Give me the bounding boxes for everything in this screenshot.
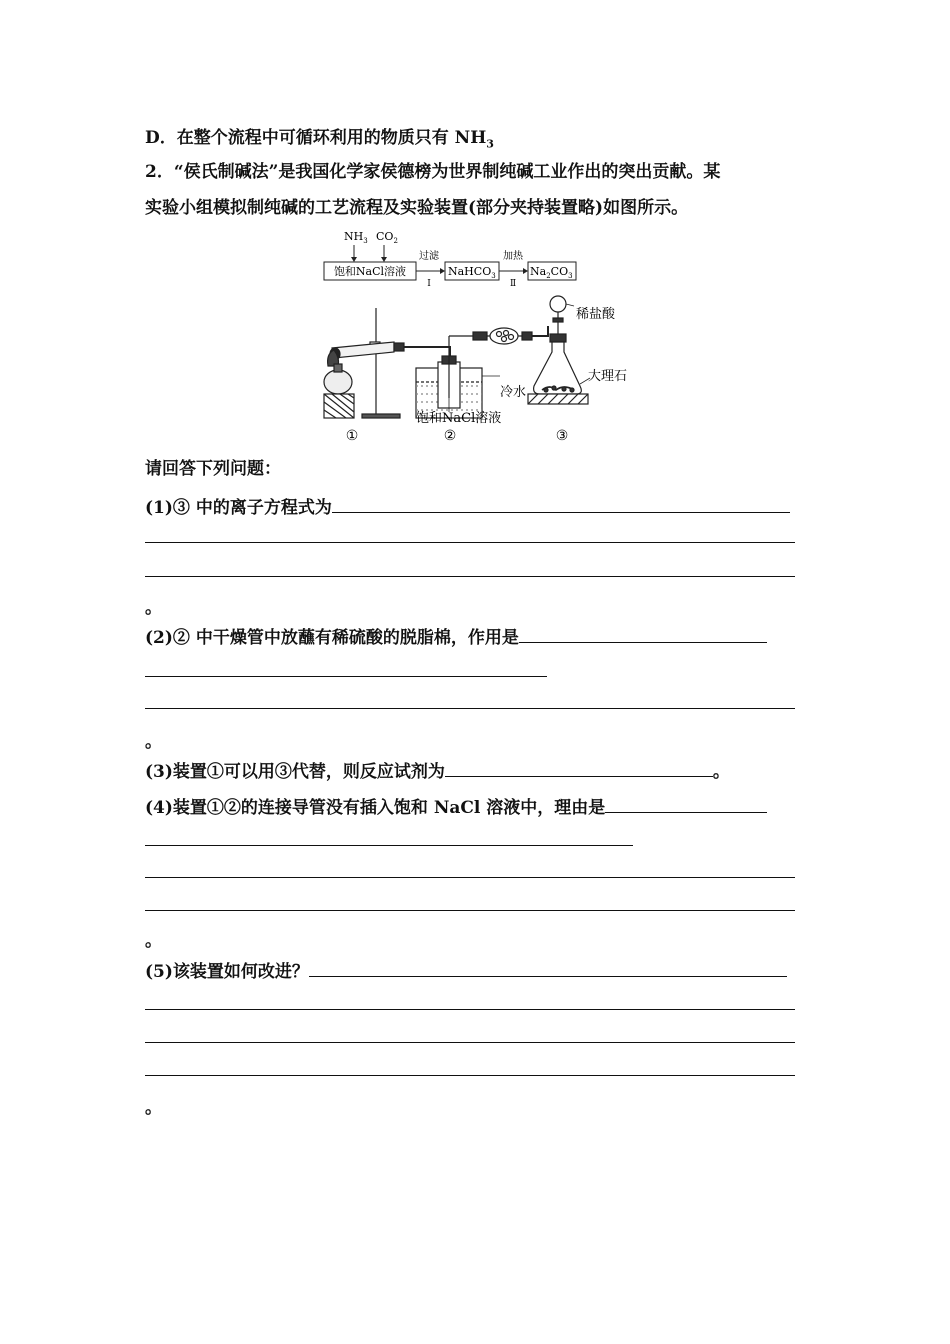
period-2: 。 [145,732,162,752]
answer-line-5a[interactable] [145,1009,795,1010]
flow-input-co2: $CO_2$ [376,230,398,245]
flow-step2-bottom: Ⅱ [509,279,517,289]
answer-line-4b[interactable] [145,877,795,878]
answer-blank-1[interactable] [332,494,790,513]
flow-box-na2co3-label: $Na_2CO_3$ [530,265,573,280]
period-1: 。 [145,598,162,618]
flow-input-nh3: $NH_3$ [344,230,368,245]
answer-blank-2[interactable] [519,624,767,643]
period-5: 。 [145,1098,162,1118]
answer-line-4c[interactable] [145,910,795,911]
answer-line-5c[interactable] [145,1075,795,1076]
flow-box-nahco3-label: NaHCO$_3$ [448,265,496,280]
question-2-line-1: 2．“侯氏制碱法”是我国化学家侯德榜为世界制纯碱工业作出的突出贡献。某 [145,162,721,182]
question-1-label: (1)③ 中的离子方程式为 [145,498,332,518]
flow-step1-bottom: Ⅰ [427,279,431,289]
flow-box-nacl-label: 饱和NaCl溶液 [333,265,407,278]
figure-svg [318,226,628,448]
flow-step2-top: 加热 [503,251,523,262]
answer-line-1a[interactable] [145,542,795,543]
question-2 [145,624,767,649]
question-1 [145,494,790,519]
label-dilute-hcl: 稀盐酸 [576,307,616,322]
label-apparatus-2: ② [443,428,457,444]
answer-blank-5[interactable] [309,958,787,977]
label-cold-water: 冷水 [500,385,527,400]
label-apparatus-1: ① [345,428,359,444]
answer-blank-3[interactable] [445,758,713,777]
period-4: 。 [145,931,162,951]
option-d-subscript: 3 [486,137,494,151]
question-4 [145,794,767,819]
option-d-text: D．在整个流程中可循环利用的物质只有 NH [145,128,487,148]
answer-blank-4[interactable] [605,794,767,813]
label-saturated-nacl: 饱和NaCl溶液 [416,411,502,426]
answer-line-2a[interactable] [145,676,547,677]
question-3-label: (3)装置①可以用③代替，则反应试剂为 [145,762,445,782]
question-4-label: (4)装置①②的连接导管没有插入饱和 NaCl 溶液中，理由是 [145,798,606,818]
prompt-text: 请回答下列问题： [145,459,281,479]
question-3-tail: 。 [712,762,730,782]
apparatus-figure [318,226,628,448]
question-5-label: (5)该装置如何改进？ [145,962,309,982]
option-d [145,127,494,155]
question-2-line-2: 实验小组模拟制纯碱的工艺流程及实验装置(部分夹持装置略)如图所示。 [145,198,689,218]
answer-line-2b[interactable] [145,708,795,709]
question-3 [145,758,730,783]
flow-step1-top: 过滤 [419,251,439,262]
label-marble: 大理石 [588,369,628,384]
flow-chart [324,230,576,289]
label-apparatus-3: ③ [555,428,569,444]
answer-line-5b[interactable] [145,1042,795,1043]
question-5 [145,958,787,983]
answer-line-1b[interactable] [145,576,795,577]
answer-line-4a[interactable] [145,845,633,846]
question-2-label: (2)② 中干燥管中放蘸有稀硫酸的脱脂棉，作用是 [145,628,519,648]
